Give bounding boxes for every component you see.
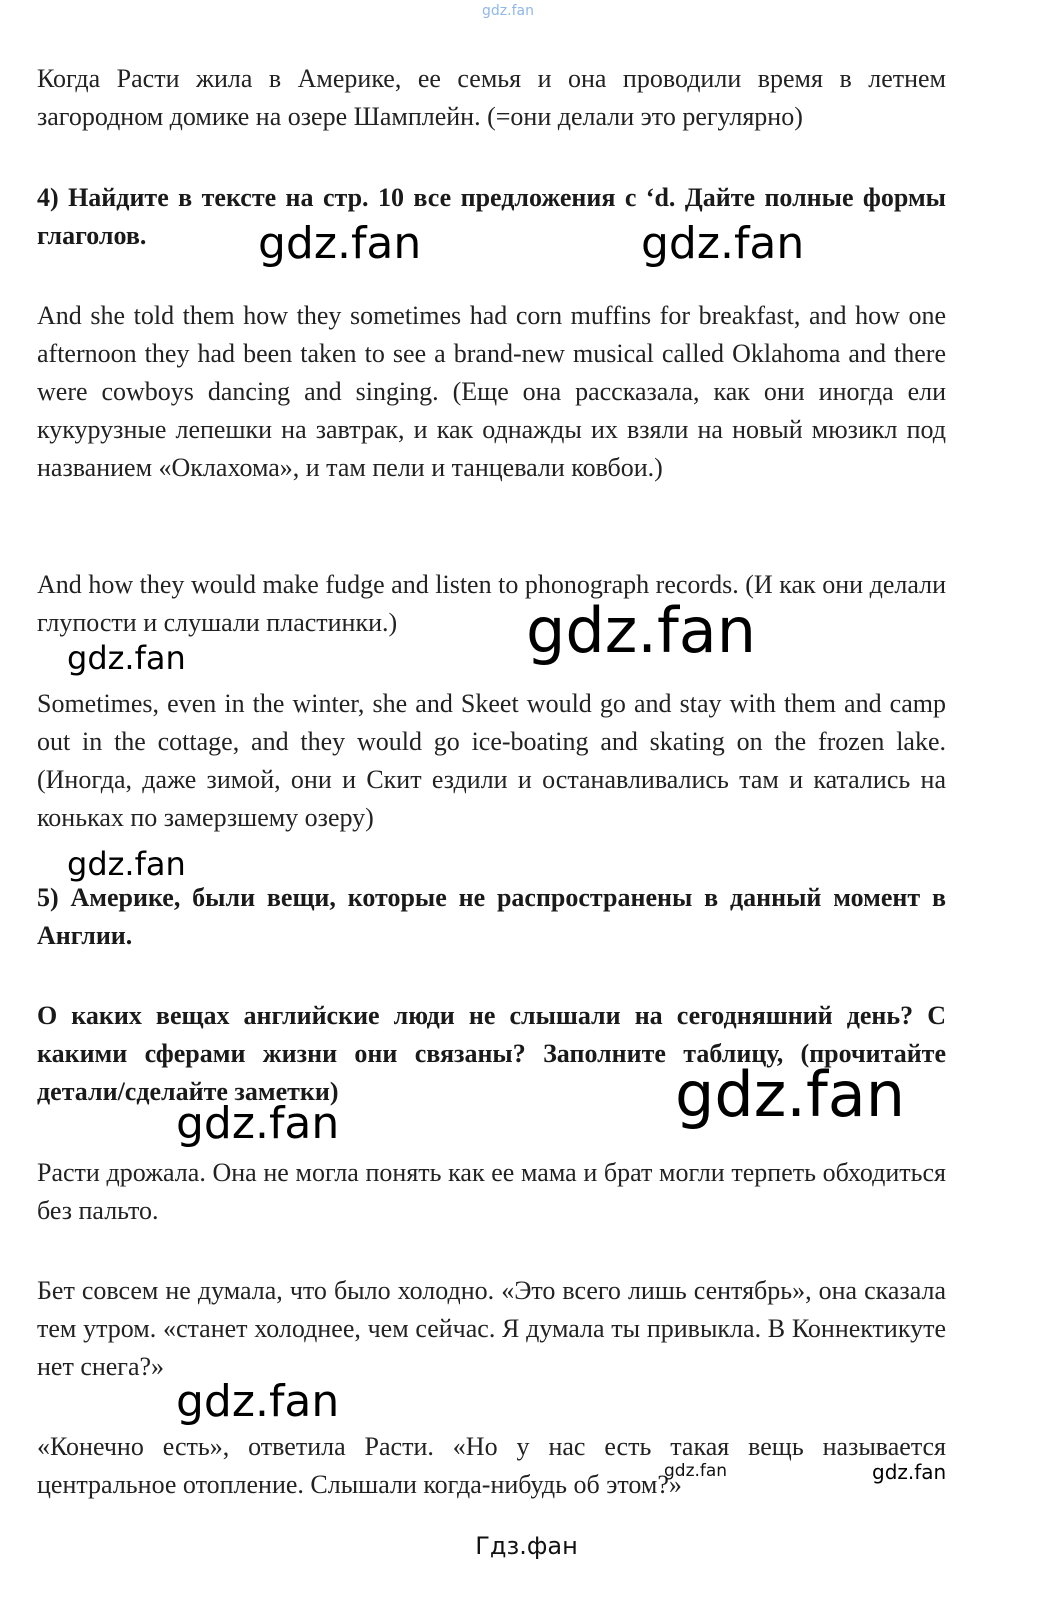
watermark-text: gdz.fan: [664, 1461, 728, 1481]
paragraph-rusty-shivered: Расти дрожала. Она не могла понять как ее мама и брат могли терпеть обходиться без пальто.: [37, 1158, 946, 1225]
watermark-text: gdz.fan: [258, 218, 422, 269]
paragraph-winter: Sometimes, even in the winter, she and Skeet would go and stay with them and camp out in the cottage, and they would go ice-boating and skating on the frozen lake. (Иногда, даже зимой, они и Скит ездили и останавливались там и катались на коньках по замерзшему озеру): [37, 689, 946, 832]
paragraph-fudge: And how they would make fudge and listen to phonograph records. (И как они делали глупости и слушали пластинки.): [37, 570, 946, 637]
paragraph-intro: Когда Расти жила в Америке, ее семья и она проводили время в летнем загородном домике на озере Шамплейн. (=они делали это регулярно): [37, 64, 946, 131]
paragraph-central-heating: «Конечно есть», ответила Расти. «Но у нас есть такая вещь называется центральное отопление. Слышали когда-нибудь об этом?»: [37, 1432, 946, 1499]
watermark-text: gdz.fan: [675, 1058, 906, 1131]
watermark-text: gdz.fan: [176, 1098, 340, 1149]
task-5-heading: 5) Америке, были вещи, которые не распространены в данный момент в Англии.: [37, 883, 946, 950]
task-4-heading: 4) Найдите в тексте на стр. 10 все предложения с ‘d. Дайте полные формы глаголов.: [37, 183, 946, 250]
watermark-text: gdz.fan: [67, 845, 186, 883]
watermark-text: gdz.fan: [176, 1376, 340, 1427]
paragraph-beth: Бет совсем не думала, что было холодно. «Это всего лишь сентябрь», она сказала тем утром. «станет холоднее, чем сейчас. Я думала ты привыкла. В Коннектикуте нет снега?»: [37, 1276, 946, 1381]
watermark-text: gdz.fan: [872, 1460, 947, 1484]
header-watermark: gdz.fan: [482, 3, 534, 19]
watermark-text: gdz.fan: [641, 218, 805, 269]
paragraph-corn-muffins: And she told them how they sometimes had corn muffins for breakfast, and how one afternoon they had been taken to see a brand-new musical called Oklahoma and there were cowboys dancing and singing. (Еще она рассказала, как они иногда ели кукурузные лепешки на завтрак, и как однажды их взяли на новый мюзикл под названием «Оклахома», и там пели и танцевали ковбои.): [37, 301, 946, 482]
page-footer: Гдз.фан: [475, 1532, 578, 1560]
task-5-instructions: О каких вещах английские люди не слышали на сегодняшний день? С какими сферами жизни они связаны? Заполните таблицу, (прочитайте детали/сделайте заметки): [37, 1001, 946, 1106]
watermark-text: gdz.fan: [67, 639, 186, 677]
watermark-text: gdz.fan: [526, 594, 757, 667]
